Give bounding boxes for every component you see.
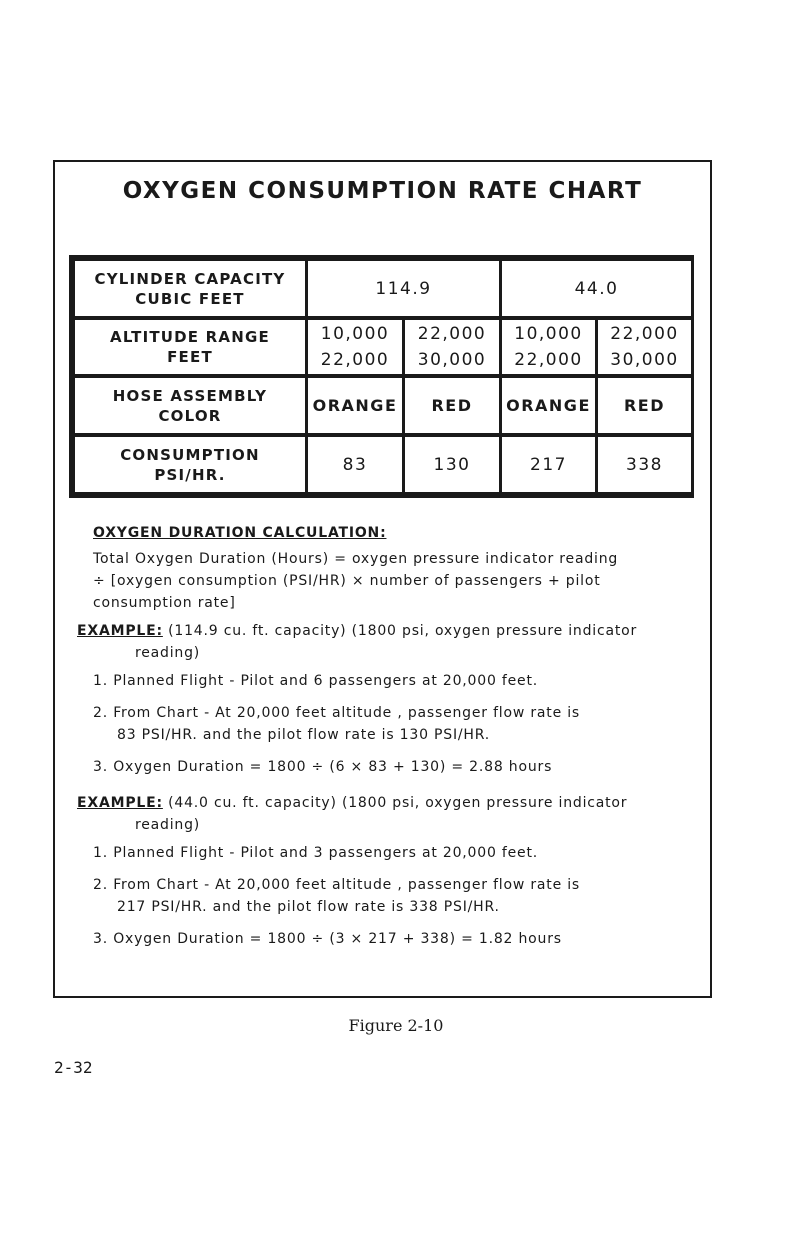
example-1-step-3: 3. Oxygen Duration = 1800 ÷ (6 × 83 + 130) = 2.88 hours: [93, 759, 553, 775]
consumption-cell: 83: [308, 437, 402, 492]
duration-calculation: [77, 522, 697, 950]
label-line: PSI/HR.: [154, 465, 226, 484]
example-1-step-2: 2. From Chart - At 20,000 feet altitude , passenger flow rate is: [93, 705, 581, 721]
example-label: EXAMPLE:: [77, 795, 163, 811]
example-1-step-2-cont: 83 PSI/HR. and the pilot flow rate is 130 PSI/HR.: [117, 727, 491, 743]
formula-line: Total Oxygen Duration (Hours) = oxygen pressure indicator reading: [93, 551, 619, 567]
hose-color-cell: ORANGE: [502, 378, 595, 433]
example-1-intro-cont: reading): [135, 645, 201, 661]
chart-title: OXYGEN CONSUMPTION RATE CHART: [122, 178, 643, 204]
example-2-step-1: 1. Planned Flight - Pilot and 3 passengers at 20,000 feet.: [93, 845, 539, 861]
label-line: HOSE ASSEMBLY: [112, 386, 268, 405]
hose-color-cell: RED: [598, 378, 691, 433]
example-1-intro: EXAMPLE: (114.9 cu. ft. capacity) (1800 psi, oxygen pressure indicator: [77, 623, 638, 639]
page-number: 2-32: [54, 1058, 93, 1077]
cylinder-capacity-label: [75, 261, 305, 316]
label-line: CONSUMPTION: [120, 445, 260, 464]
consumption-cell: 338: [598, 437, 691, 492]
label-line: ALTITUDE RANGE: [110, 328, 270, 346]
example-label: EXAMPLE:: [77, 623, 163, 639]
label-line: CUBIC FEET: [135, 289, 245, 308]
label-line: COLOR: [158, 406, 222, 425]
altitude-cell: 22,000 30,000: [405, 320, 499, 374]
consumption-cell: 130: [405, 437, 499, 492]
figure-caption: Figure 2-10: [348, 1016, 444, 1035]
chart-frame: [53, 160, 712, 998]
example-2-step-3: 3. Oxygen Duration = 1800 ÷ (3 × 217 + 338) = 1.82 hours: [93, 931, 562, 947]
hose-color-cell: RED: [405, 378, 499, 433]
capacity-114-cell: 114.9: [308, 261, 499, 316]
label-line: FEET: [167, 348, 213, 366]
capacity-44-cell: 44.0: [502, 261, 691, 316]
hose-color-label: [75, 378, 305, 433]
altitude-cell: 10,000 22,000: [308, 320, 402, 374]
example-2-intro: EXAMPLE: (44.0 cu. ft. capacity) (1800 psi, oxygen pressure indicator: [77, 795, 628, 811]
example-2-step-2: 2. From Chart - At 20,000 feet altitude , passenger flow rate is: [93, 877, 581, 893]
calc-heading: OXYGEN DURATION CALCULATION:: [93, 525, 387, 541]
label-line: CYLINDER CAPACITY: [94, 269, 286, 288]
formula-line: ÷ [oxygen consumption (PSI/HR) × number of passengers + pilot: [93, 573, 601, 589]
altitude-range-label: [75, 320, 305, 374]
hose-color-cell: ORANGE: [308, 378, 402, 433]
consumption-label: [75, 437, 305, 492]
example-2-step-2-cont: 217 PSI/HR. and the pilot flow rate is 338 PSI/HR.: [117, 899, 500, 915]
formula-line: consumption rate]: [93, 595, 236, 611]
example-1-step-1: 1. Planned Flight - Pilot and 6 passengers at 20,000 feet.: [93, 673, 539, 689]
altitude-cell: 22,000 30,000: [598, 320, 691, 374]
example-2-intro-cont: reading): [135, 817, 201, 833]
consumption-table: [69, 255, 694, 498]
altitude-cell: 10,000 22,000: [502, 320, 595, 374]
consumption-cell: 217: [502, 437, 595, 492]
